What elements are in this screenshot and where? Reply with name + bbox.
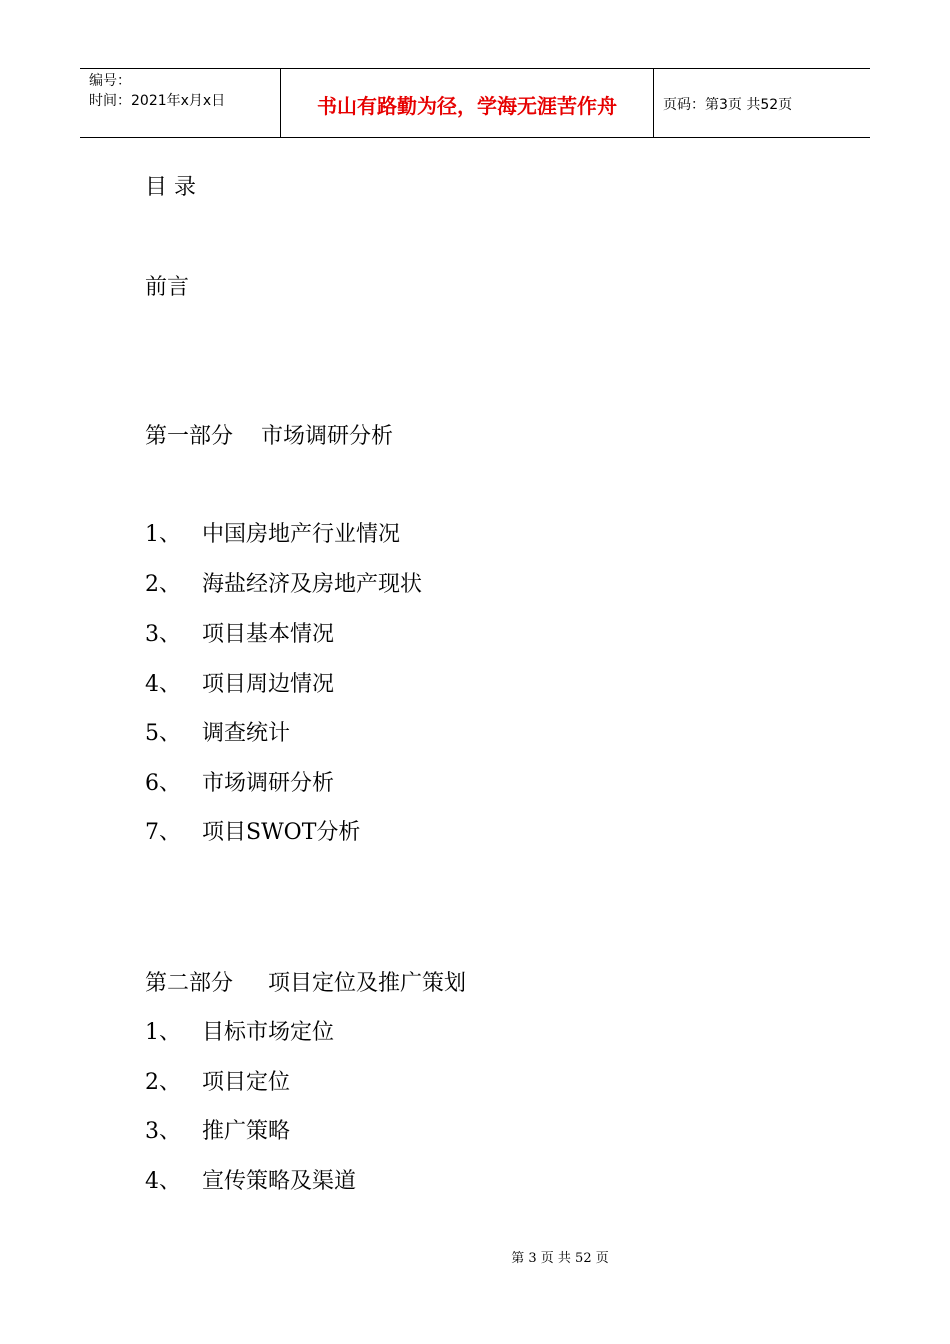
toc-list-item: 4、 项目周边情况	[145, 672, 335, 697]
document-code-label: 编号：	[89, 73, 131, 89]
toc-list-item: 7、 项目SWOT分析	[145, 820, 361, 845]
toc-list-item: 3、 推广策略	[145, 1119, 291, 1144]
page-header	[80, 68, 870, 138]
toc-list-item: 3、 项目基本情况	[145, 622, 335, 647]
toc-list-item: 2、 海盐经济及房地产现状	[145, 572, 423, 597]
toc-list-item: 2、 项目定位	[145, 1070, 291, 1095]
page-footer: 第 3 页 共 52 页	[511, 1251, 609, 1266]
part1-title: 第一部分 市场调研分析	[145, 424, 393, 449]
document-time-label: 时间：2021年x月x日	[89, 93, 226, 109]
header-motto: 书山有路勤为径，学海无涯苦作舟	[281, 69, 654, 137]
toc-list-item: 4、 宣传策略及渠道	[145, 1169, 357, 1194]
toc-title: 目 录	[145, 175, 196, 200]
part2-title: 第二部分 项目定位及推广策划	[145, 971, 466, 996]
toc-list-item: 1、 目标市场定位	[145, 1020, 335, 1045]
toc-list-item: 1、 中国房地产行业情况	[145, 522, 401, 547]
toc-preface: 前言	[145, 275, 190, 300]
header-meta-cell	[80, 69, 281, 137]
toc-list-item: 6、 市场调研分析	[145, 771, 335, 796]
header-page-info: 页码：第3页 共52页	[663, 97, 793, 113]
toc-list-item: 5、 调查统计	[145, 721, 291, 746]
